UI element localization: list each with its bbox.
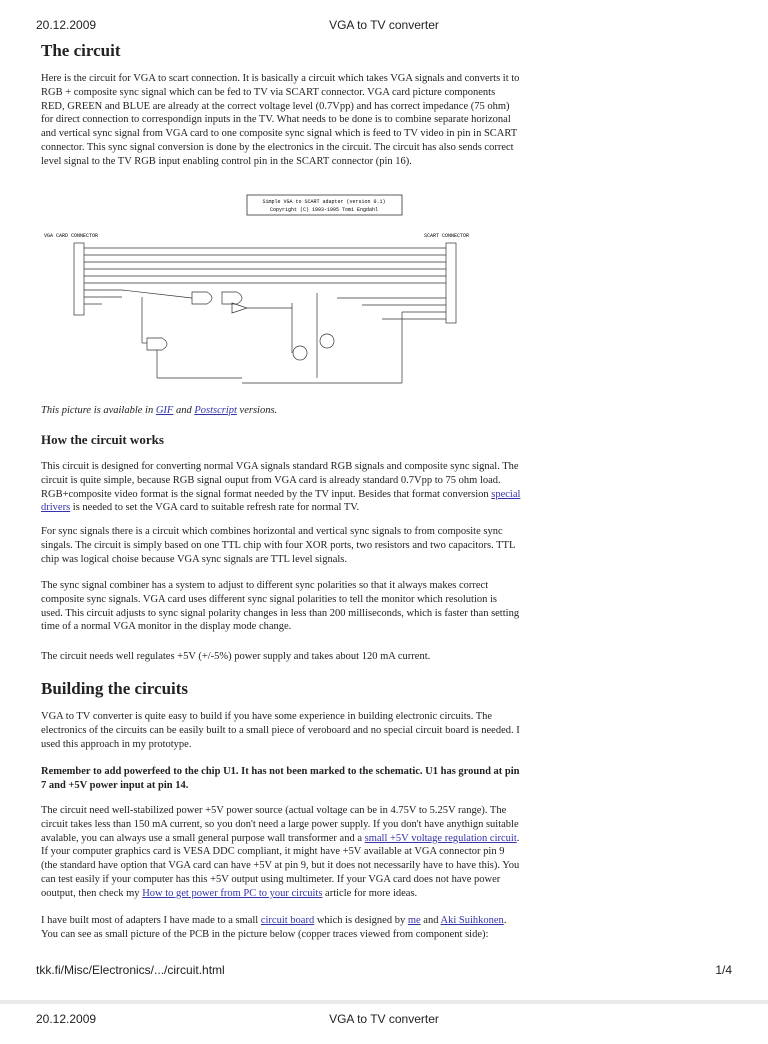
- build-paragraph-3: The circuit need well-stabilized power +5V power source (actual voltage can be in 4.75V to 5.25V range). The circuit takes less than 150 mA current, so you don't need a large power supply. If you don't have anythign suitable avalable, you can always use a small general purpose wall transformer and a small +5V voltage regulation circuit. If your computer graphics card is VESA DDC compliant, it might have +5V available at VGA connector pin 9 (the standard have option that VGA card can have +5V at pin 9, but it does not necessarily have to have this). You can test easily if your computer has this +5V output using multimeter. If your VGA card does not have power ooutput, then check my How to get power from PC to your circuits article for more ideas.: [41, 805, 520, 899]
- how-paragraph-3: The sync signal combiner has a system to adjust to different sync polarities so that it always makes correct composite sync signals. VGA card uses different sync signal polarities to tell the monitor which resolution is used. This circuit adjusts to sync signal polarity changes in less than 200 milliseconds, which is faster than setting time of a normal VGA monitor in the display mode change.: [41, 580, 520, 633]
- circuit-board-link[interactable]: circuit board: [260, 915, 315, 926]
- heading-how-it-works: How the circuit works: [41, 432, 164, 447]
- footer-url: tkk.fi/Misc/Electronics/.../circuit.html: [36, 963, 225, 977]
- postscript-link[interactable]: Postscript: [194, 405, 237, 416]
- schematic-title-line1: Simple VGA to SCART adapter (version 0.1): [262, 199, 386, 205]
- build-paragraph-4: I have built most of adapters I have made to a small circuit board which is designed by me and Aki Suihkonen. You can see as small picture of the PCB in the picture below (copper traces viewed from component side):: [41, 915, 507, 940]
- circuit-schematic: [42, 193, 520, 393]
- schematic-wiring: [74, 243, 456, 383]
- header-title: VGA to TV converter: [329, 18, 439, 32]
- build-paragraph-2: Remember to add powerfeed to the chip U1. It has not been marked to the schematic. U1 has ground at pin 7 and +5V power input at pin 14.: [41, 766, 520, 791]
- special-drivers-link[interactable]: special drivers: [41, 488, 521, 514]
- gif-link[interactable]: GIF: [155, 405, 174, 416]
- page-header: [36, 18, 732, 34]
- schematic-title-line2: Copyright (C) 1993-1995 Tomi Engdahl: [269, 207, 379, 213]
- how-paragraph-2: For sync signals there is a circuit which combines horizontal and vertical sync signals to from composite sync singals. The circuit is simply based on one TTL chip with four XOR ports, two resistors and two capacitors. TTL chip was logical choise because VGA sync signals are TTL level signals.: [41, 526, 515, 565]
- footer-page-number: 1/4: [715, 963, 732, 977]
- intro-paragraph: Here is the circuit for VGA to scart connection. It is basically a circuit which takes VGA signals and converts it to RGB + composite sync signal which can be fed to TV via SCART connector. VGA card picture components RED, GREEN and BLUE are already at the correct voltage level (0.7Vpp) and has correct impedance (75 ohm) for direct connection to correspondign inputs in the TV. What needs to be done is to combine separate horizonal and vertical sync signal from VGA card to one composite sync signal which is feed to TV video in pin in SCART connector. This sync signal conversion is done by the electronics in the circuit. The circuit has also sends correct level signal to the TV RGB input enabling control pin in the SCART connector (pin 16).: [41, 73, 520, 167]
- page-2-date: 20.12.2009: [36, 1012, 97, 1026]
- heading-building: Building the circuits: [41, 679, 189, 698]
- vga-connector-label: VGA CARD CONNECTOR: [44, 233, 99, 239]
- power-from-pc-link[interactable]: How to get power from PC to your circuits: [142, 887, 323, 899]
- build-paragraph-1: VGA to TV converter is quite easy to build if you have some experience in building electronic circuits. The electronics of the circuits can be easily built to a small piece of veroboard and no special circuit board is needed. I used this approach in my prototype.: [41, 711, 520, 750]
- page-2-title: VGA to TV converter: [329, 1012, 439, 1026]
- voltage-regulation-link[interactable]: small +5V voltage regulation circuit: [364, 832, 517, 844]
- how-paragraph-1: This circuit is designed for converting normal VGA signals standard RGB signals and composite sync signal. The circuit is quite simple, because RGB signal ouput from VGA card is already standard 0.7Vpp to 75 ohm load. RGB+composite video format is the signal format needed by the TV input. Besides that format conversion special drivers is needed to set the VGA card to suitable refresh rate for normal TV.: [41, 461, 521, 514]
- page-footer: [36, 963, 732, 979]
- schematic-caption: This picture is available in GIF and Postscript versions.: [41, 405, 278, 416]
- aki-suihkonen-link[interactable]: Aki Suihkonen: [440, 915, 504, 926]
- me-link[interactable]: me: [407, 915, 421, 926]
- how-paragraph-4: The circuit needs well regulates +5V (+/-5%) power supply and takes about 120 mA current.: [41, 651, 431, 662]
- scart-connector-label: SCART CONNECTOR: [424, 233, 470, 239]
- header-date: 20.12.2009: [36, 18, 97, 32]
- heading-the-circuit: The circuit: [41, 41, 121, 60]
